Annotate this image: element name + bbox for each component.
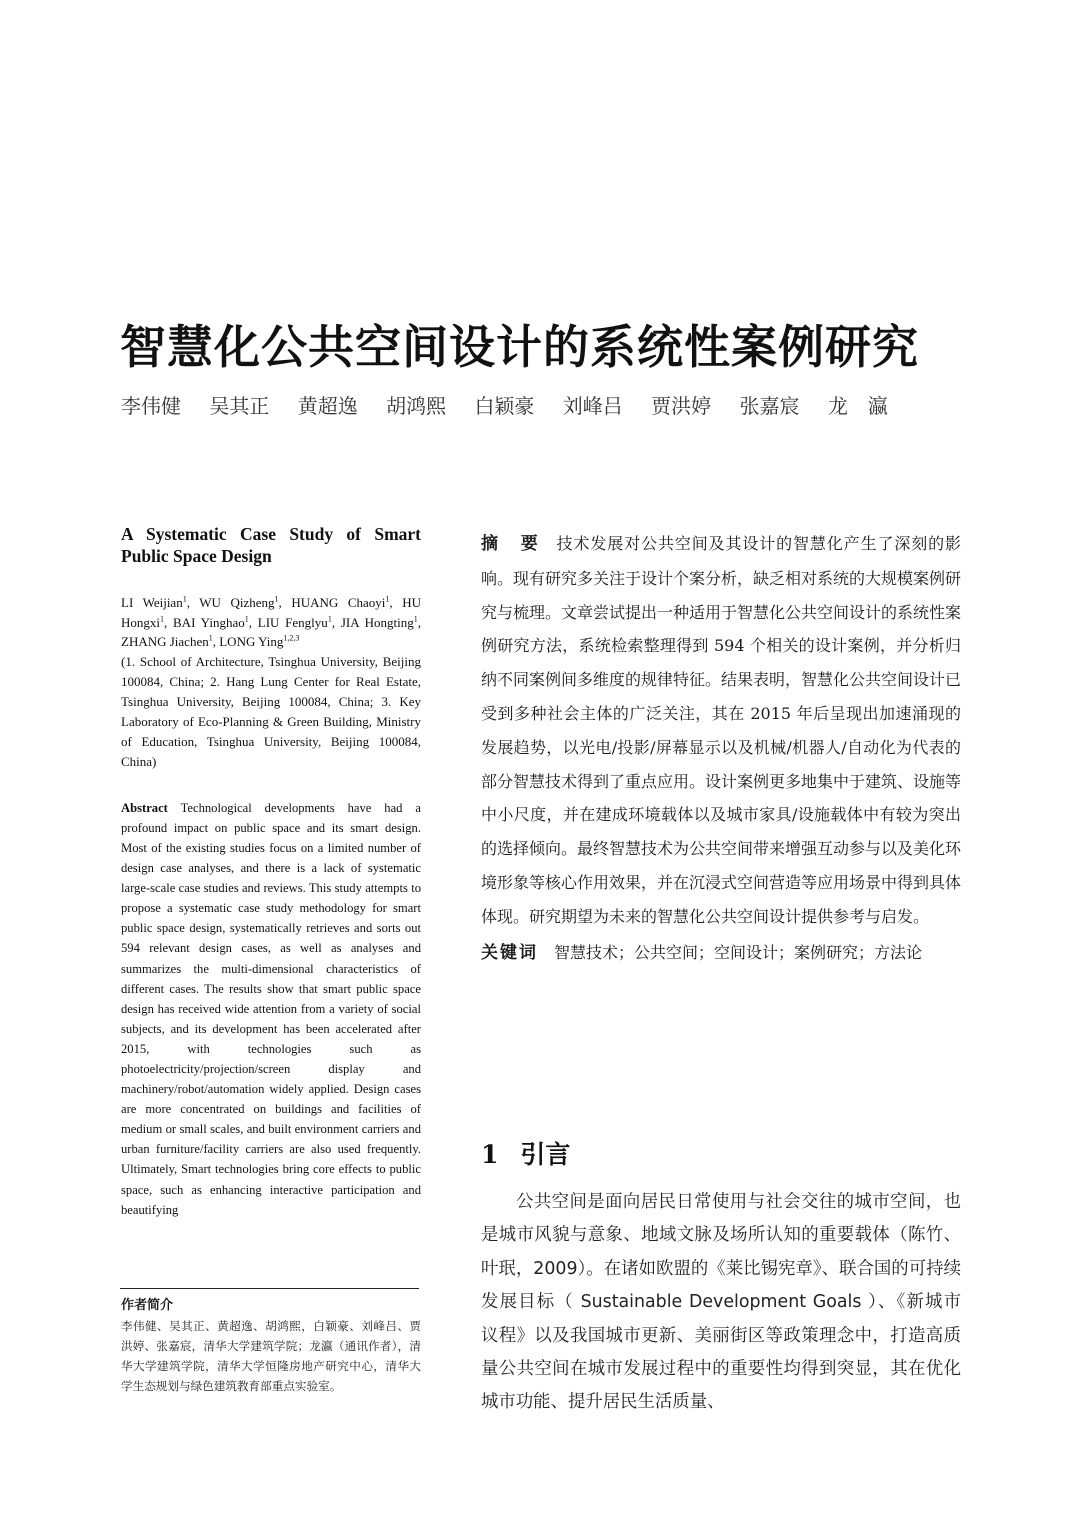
english-title: A Systematic Case Study of Smart Public Space Design	[121, 524, 421, 566]
english-author: HUANG Chaoyi$^1$	[291, 594, 390, 610]
abstract-text: Technological developments have had a profound impact on public space and its smart design. Most of the existing studies focus on a limited number of design case analyses, and there is a lack of systematic large-scale case studies and reviews. This study attempts to propose a systematic case study methodology for smart public space design, systematically retrieves and sorts out 594 relevant design cases, as well as analyses and summarizes the multi-dimensional characteristics of different cases. The results show that smart public space design has received wide attention from a variety of social subjects, and its development has been accelerated after 2015, with technologies such as photoelectricity/projection/screen display and machinery/robot/automation widely applied. Design cases are more concentrated on buildings and facilities of medium or small scales, and built environment carriers and urban furniture/facility carriers are also used frequently. Ultimately, Smart technologies bring core effects to public space, such as enhancing interactive participation and beautifying	[121, 800, 421, 1217]
keywords-label: 关键词	[481, 942, 538, 963]
section-heading	[481, 1138, 570, 1172]
author-name: 黄超逸	[297, 394, 358, 418]
english-abstract-column	[121, 523, 421, 1220]
section-body-text: 公共空间是面向居民日常使用与社会交往的城市空间，也是城市风貌与意象、地域文脉及场所认知的重要载体（陈竹、叶珉，2009）。在诸如欧盟的《莱比锡宪章》、联合国的可持续发展目标（ Sustainable Development Goals ）、《新城市议程》以及我国城市更新、美丽街区等政策理念中，打造高质量公共空间在城市发展过程中的重要性均得到突显，其在优化城市功能、提升居民生活质量、	[481, 1192, 961, 1413]
author-name: 龙 瀛	[827, 394, 888, 418]
author-note-text: 李伟健、吴其正、黄超逸、胡鸿熙，白颖豪、刘峰吕、贾洪婷、张嘉宸，清华大学建筑学院；龙瀛（通讯作者），清华大学建筑学院，清华大学恒隆房地产研究中心，清华大学生态规划与绿色建筑教育部重点实验室。	[121, 1319, 421, 1393]
english-author: BAI Yinghao$^1$	[173, 614, 249, 630]
english-author: LONG Ying$^{1,2,3}$	[219, 633, 300, 650]
author-note	[121, 1296, 421, 1396]
author-name: 刘峰吕	[562, 394, 623, 418]
affiliation: (1. School of Architecture, Tsinghua University, Beijing 100084, China; 2. Hang Lung Center for Real Estate, Tsinghua University, Beijing 100084, China; 3. Key Laboratory of Eco-Planning & Green Building, Ministry of Education, Tsinghua University, Beijing 100084, China)	[121, 653, 421, 769]
page-title: 智慧化公共空间设计的系统性案例研究	[120, 320, 919, 374]
english-abstract	[121, 798, 421, 1220]
english-author: LI Weijian$^1$	[121, 594, 187, 610]
keywords	[481, 936, 961, 971]
english-author: ZHANG Jiachen$^1$	[121, 633, 213, 650]
footnote-divider	[120, 1288, 419, 1289]
english-author: LIU Fenglyu$^1$	[257, 614, 332, 630]
chinese-abstract-column	[481, 527, 961, 970]
chinese-abstract-label: 摘 要	[481, 534, 541, 554]
keywords-text: 智慧技术；公共空间；空间设计；案例研究；方法论	[554, 942, 923, 962]
chinese-author-list	[121, 392, 981, 420]
author-name: 张嘉宸	[739, 394, 800, 418]
author-name: 贾洪婷	[651, 394, 712, 418]
english-author: JIA Hongting$^1$	[340, 614, 418, 630]
english-author: HU Hongxi$^1$	[121, 595, 422, 630]
author-name: 白颖豪	[474, 394, 535, 418]
author-name: 吴其正	[209, 394, 270, 418]
abstract-label: Abstract	[121, 800, 168, 815]
author-name: 李伟健	[121, 394, 181, 418]
section-number: 1	[481, 1140, 499, 1169]
author-note-heading: 作者简介	[121, 1298, 174, 1313]
english-author: WU Qizheng$^1$	[199, 594, 279, 610]
author-name: 胡鸿熙	[386, 394, 447, 418]
chinese-abstract	[481, 527, 961, 934]
english-author-list: LI Weijian$^1$, WU Qizheng$^1$, HUANG Chaoyi$^1$, HU Hongxi$^1$, BAI Yinghao$^1$, LIU Fenglyu$^1$, JIA Hongting$^1$, ZHANG Jiachen$^1$, LONG Ying$^{1,2,3}$	[121, 594, 422, 650]
chinese-abstract-text: 技术发展对公共空间及其设计的智慧化产生了深刻的影响。现有研究多关注于设计个案分析，缺乏相对系统的大规模案例研究与梳理。文章尝试提出一种适用于智慧化公共空间设计的系统性案例研究方法，系统检索整理得到 594 个相关的设计案例，并分析归纳不同案例间多维度的规律特征。结果表明，智慧化公共空间设计已受到多种社会主体的广泛关注，其在 2015 年后呈现出加速涌现的发展趋势，以光电/投影/屏幕显示以及机械/机器人/自动化为代表的部分智慧技术得到了重点应用。设计案例更多地集中于建筑、设施等中小尺度，并在建成环境载体以及城市家具/设施载体中有较为突出的选择倾向。最终智慧技术为公共空间带来增强互动参与以及美化环境形象等核心作用效果，并在沉浸式空间营造等应用场景中得到具体体现。研究期望为未来的智慧化公共空间设计提供参考与启发。	[481, 534, 962, 926]
section-title: 引言	[520, 1140, 571, 1169]
